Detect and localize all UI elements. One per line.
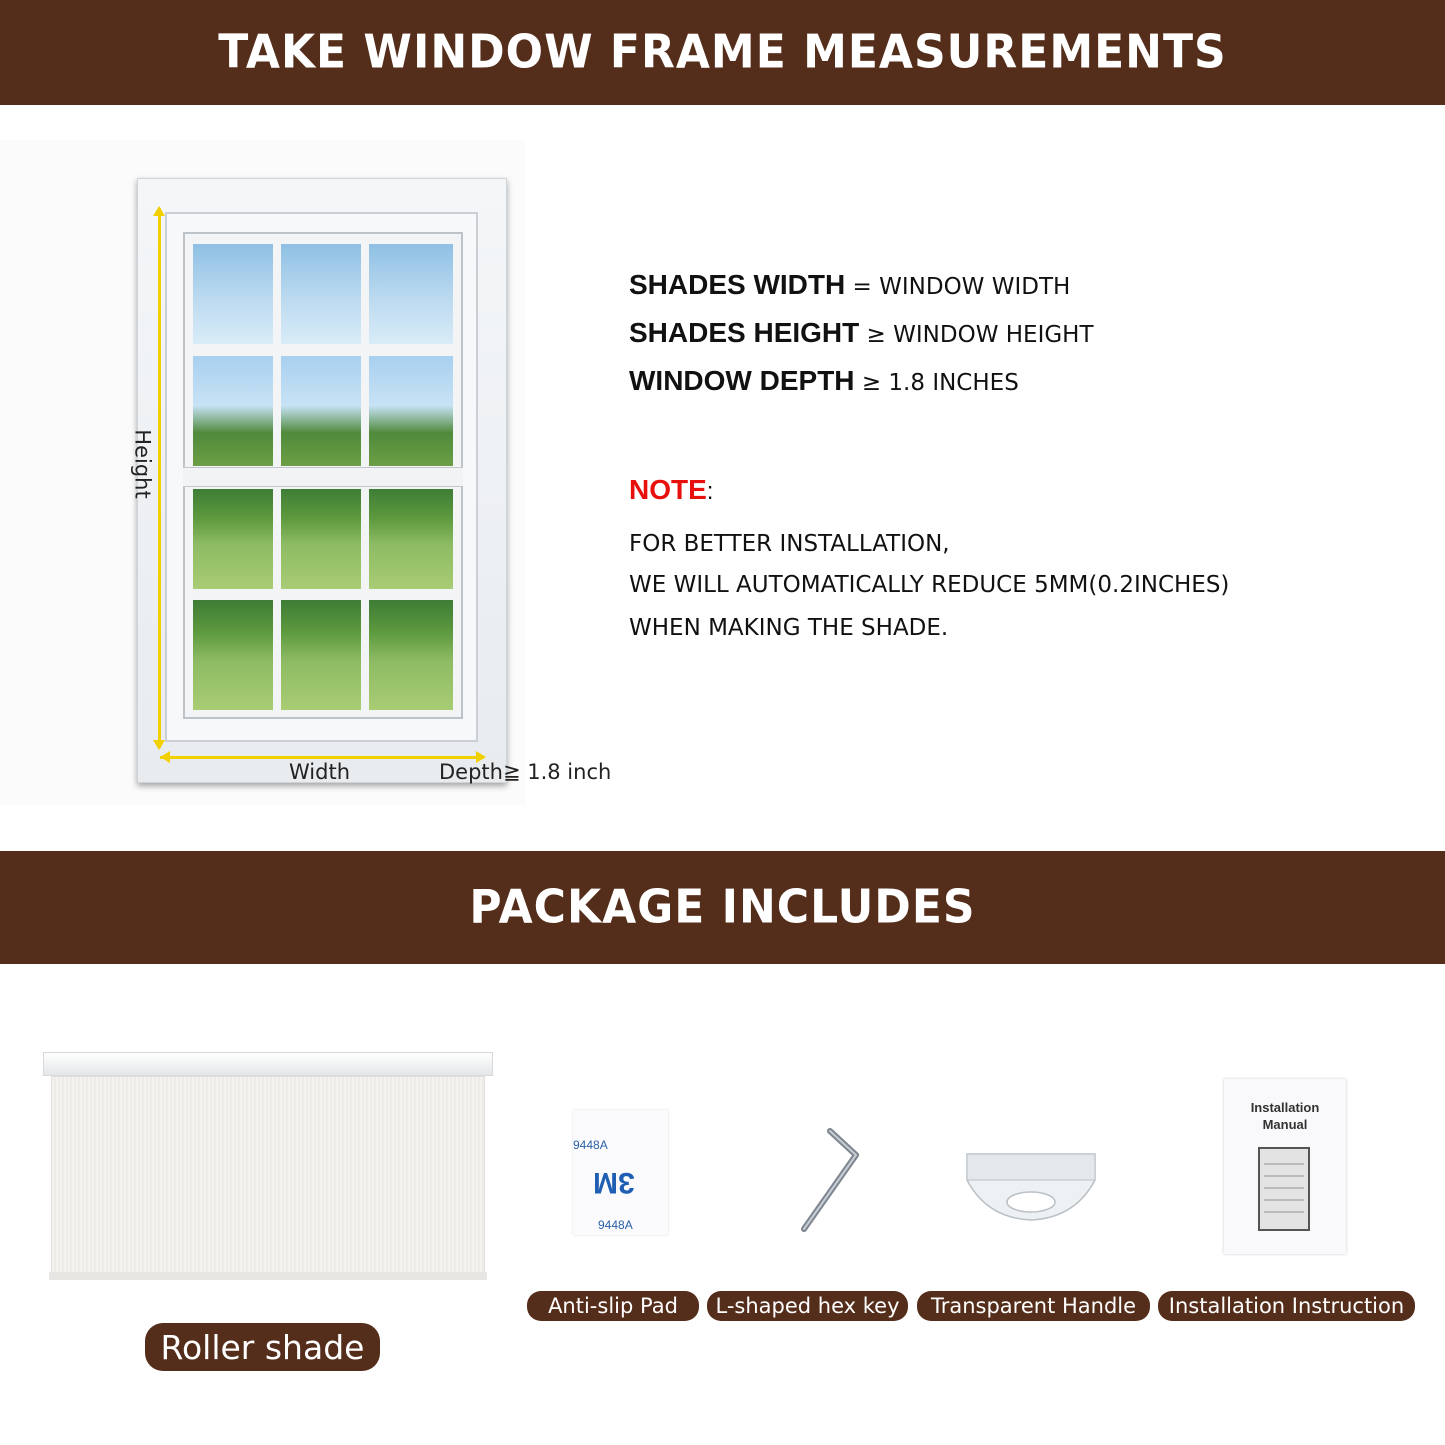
transparent-handle-icon bbox=[965, 1150, 1097, 1222]
window-pane bbox=[281, 244, 361, 344]
spec-height-value: ≥ WINDOW HEIGHT bbox=[859, 322, 1094, 348]
width-label: Width bbox=[289, 760, 351, 784]
hex-key-icon bbox=[790, 1125, 860, 1235]
package-title: PACKAGE INCLUDES bbox=[469, 880, 976, 935]
spec-depth bbox=[629, 365, 1019, 397]
manual-title bbox=[1224, 1099, 1346, 1133]
height-arrow-up-icon bbox=[153, 206, 165, 216]
window-pane bbox=[369, 600, 453, 710]
spec-height bbox=[629, 317, 1094, 349]
depth-label: Depth≧ 1.8 inch bbox=[439, 760, 612, 784]
anti-slip-pad-image bbox=[573, 1110, 668, 1235]
window-pane bbox=[193, 489, 273, 589]
installation-manual-image bbox=[1224, 1079, 1346, 1254]
roller-shade-bottom-bar bbox=[49, 1272, 487, 1280]
window-pane bbox=[369, 489, 453, 589]
spec-depth-key: WINDOW DEPTH bbox=[629, 365, 855, 396]
width-arrow-left-icon bbox=[160, 751, 170, 763]
pad-brand-logo: 3M bbox=[593, 1166, 635, 1199]
roller-shade-fabric bbox=[51, 1076, 485, 1276]
note-line: FOR BETTER INSTALLATION, bbox=[629, 531, 950, 557]
roller-shade-image bbox=[43, 1052, 493, 1282]
note-line: WE WILL AUTOMATICALLY REDUCE 5MM(0.2INCHES) bbox=[629, 572, 1230, 598]
measurements-title: TAKE WINDOW FRAME MEASUREMENTS bbox=[218, 25, 1227, 80]
note-line: WHEN MAKING THE SHADE. bbox=[629, 615, 949, 641]
roller-shade-label: Roller shade bbox=[145, 1323, 380, 1371]
roller-shade-headrail bbox=[43, 1052, 493, 1076]
spec-height-key: SHADES HEIGHT bbox=[629, 317, 860, 348]
note-colon: : bbox=[706, 478, 714, 505]
note-heading bbox=[629, 474, 713, 506]
pad-code-text: 9448A bbox=[573, 1138, 608, 1152]
window-meeting-rail bbox=[183, 467, 463, 487]
manual-shade-picture bbox=[1258, 1147, 1310, 1231]
installation-instruction-label: Installation Instruction bbox=[1158, 1291, 1415, 1321]
anti-slip-pad-label: Anti-slip Pad bbox=[527, 1291, 699, 1321]
note-title: NOTE bbox=[629, 474, 707, 505]
hex-key-label: L-shaped hex key bbox=[707, 1291, 908, 1321]
window-pane bbox=[281, 600, 361, 710]
window-pane bbox=[281, 489, 361, 589]
spec-depth-value: ≥ 1.8 INCHES bbox=[854, 370, 1019, 396]
window-pane bbox=[369, 244, 453, 344]
spec-width-key: SHADES WIDTH bbox=[629, 269, 846, 300]
window-pane bbox=[193, 600, 273, 710]
measurements-banner bbox=[0, 0, 1445, 105]
window-pane bbox=[193, 356, 273, 466]
pad-code-text: 9448A bbox=[598, 1218, 633, 1232]
transparent-handle-label: Transparent Handle bbox=[917, 1291, 1150, 1321]
manual-title-line: Installation bbox=[1250, 1100, 1320, 1115]
width-dimension-line bbox=[160, 756, 484, 759]
height-label: Height bbox=[130, 429, 155, 499]
height-dimension-line bbox=[158, 208, 161, 748]
window-pane bbox=[281, 356, 361, 466]
window-pane bbox=[369, 356, 453, 466]
package-banner bbox=[0, 851, 1445, 964]
manual-title-line: Manual bbox=[1262, 1117, 1308, 1132]
window-pane bbox=[193, 244, 273, 344]
height-arrow-down-icon bbox=[153, 740, 165, 750]
spec-width-value: = WINDOW WIDTH bbox=[845, 274, 1071, 300]
spec-width bbox=[629, 269, 1070, 301]
